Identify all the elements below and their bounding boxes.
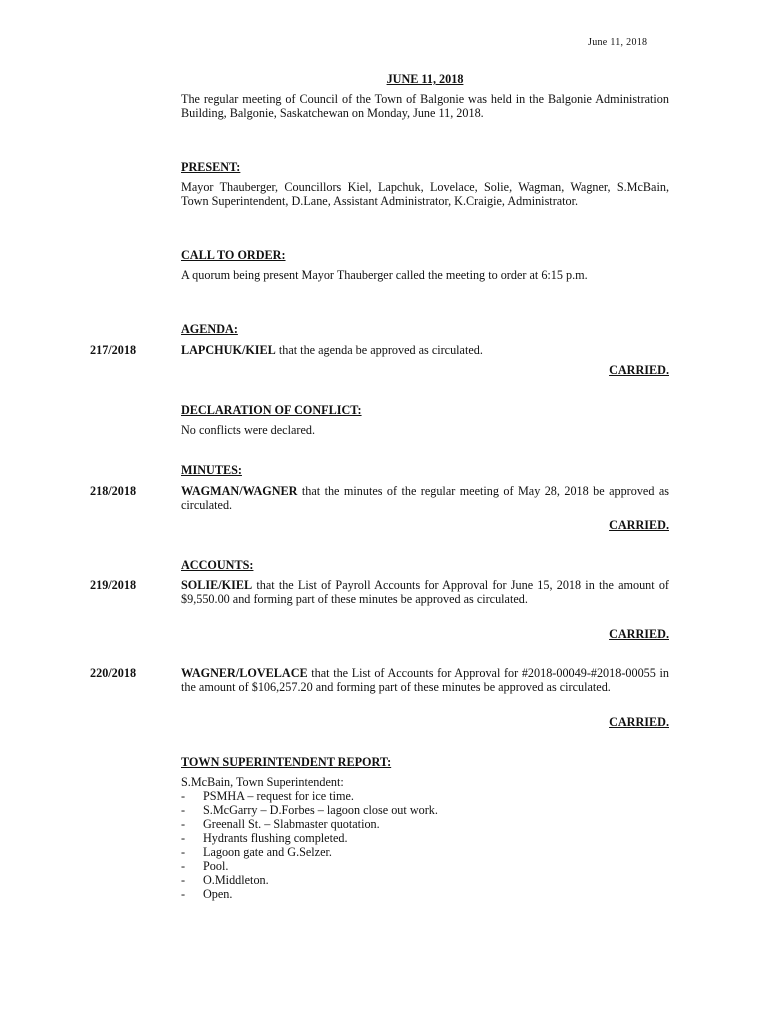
accounts-motion-2-carried: CARRIED.: [609, 715, 669, 729]
list-dash: -: [181, 887, 186, 901]
minutes-carried: CARRIED.: [609, 518, 669, 532]
report-list-item: [181, 803, 669, 817]
report-list-item: [181, 873, 669, 887]
document-title: JUNE 11, 2018: [386, 72, 464, 86]
accounts-motion-2-movers: WAGNER/LOVELACE: [181, 666, 308, 680]
intro-paragraph: The regular meeting of Council of the Town of Balgonie was held in the Balgonie Administration Building, Balgonie, Saskatchewan on Monday, June 11, 2018.: [181, 92, 669, 120]
accounts-motion-2-text: that the List of Accounts for Approval for #2018-00049-#2018-00055 in the amount of $106,257.20 and forming part of these minutes be approved as circulated.: [181, 666, 669, 694]
agenda-movers: LAPCHUK/KIEL: [181, 343, 276, 357]
report-item-text: Pool.: [203, 859, 229, 873]
agenda-heading: AGENDA:: [181, 322, 238, 336]
report-list-item: [181, 887, 669, 901]
list-dash: -: [181, 789, 186, 803]
minutes-heading: MINUTES:: [181, 463, 242, 477]
superintendent-report-list: [181, 789, 669, 901]
accounts-motion-1-text: that the List of Payroll Accounts for Approval for June 15, 2018 in the amount of $9,550.00 and forming part of these minutes be approved as circulated.: [181, 578, 669, 606]
conflict-heading: DECLARATION OF CONFLICT:: [181, 403, 362, 417]
motion-number-217: 217/2018: [90, 343, 137, 357]
agenda-carried: CARRIED.: [609, 363, 669, 377]
agenda-motion: [181, 343, 669, 357]
list-dash: -: [181, 859, 186, 873]
accounts-motion-1: [181, 578, 669, 606]
motion-number-220: 220/2018: [90, 666, 137, 680]
report-list-item: [181, 817, 669, 831]
report-list-item: [181, 845, 669, 859]
report-item-text: S.McGarry – D.Forbes – lagoon close out work.: [203, 803, 438, 817]
conflict-text: No conflicts were declared.: [181, 423, 315, 437]
agenda-motion-text: that the agenda be approved as circulated.: [275, 343, 483, 357]
list-dash: -: [181, 803, 186, 817]
call-to-order-heading: CALL TO ORDER:: [181, 248, 286, 262]
minutes-motion: [181, 484, 669, 512]
superintendent-intro: S.McBain, Town Superintendent:: [181, 775, 344, 789]
motion-number-218: 218/2018: [90, 484, 137, 498]
present-text: Mayor Thauberger, Councillors Kiel, Lapchuk, Lovelace, Solie, Wagman, Wagner, S.McBain, Town Superintendent, D.Lane, Assistant Administrator, K.Craigie, Administrator.: [181, 180, 669, 208]
report-item-text: O.Middleton.: [203, 873, 269, 887]
report-item-text: Hydrants flushing completed.: [203, 831, 348, 845]
list-dash: -: [181, 831, 186, 845]
header-date: June 11, 2018: [588, 37, 648, 48]
report-item-text: Lagoon gate and G.Selzer.: [203, 845, 332, 859]
minutes-movers: WAGMAN/WAGNER: [181, 484, 298, 498]
accounts-motion-2: [181, 666, 669, 694]
list-dash: -: [181, 817, 186, 831]
report-item-text: Greenall St. – Slabmaster quotation.: [203, 817, 380, 831]
report-list-item: [181, 789, 669, 803]
report-item-text: PSMHA – request for ice time.: [203, 789, 354, 803]
accounts-heading: ACCOUNTS:: [181, 558, 254, 572]
motion-number-219: 219/2018: [90, 578, 137, 592]
list-dash: -: [181, 845, 186, 859]
minutes-motion-text: that the minutes of the regular meeting of May 28, 2018 be approved as circulated.: [181, 484, 669, 512]
list-dash: -: [181, 873, 186, 887]
report-list-item: [181, 831, 669, 845]
superintendent-heading: TOWN SUPERINTENDENT REPORT:: [181, 755, 392, 769]
call-to-order-text: A quorum being present Mayor Thauberger called the meeting to order at 6:15 p.m.: [181, 268, 588, 282]
report-item-text: Open.: [203, 887, 233, 901]
report-list-item: [181, 859, 669, 873]
accounts-motion-1-carried: CARRIED.: [609, 627, 669, 641]
present-heading: PRESENT:: [181, 160, 241, 174]
accounts-motion-1-movers: SOLIE/KIEL: [181, 578, 253, 592]
